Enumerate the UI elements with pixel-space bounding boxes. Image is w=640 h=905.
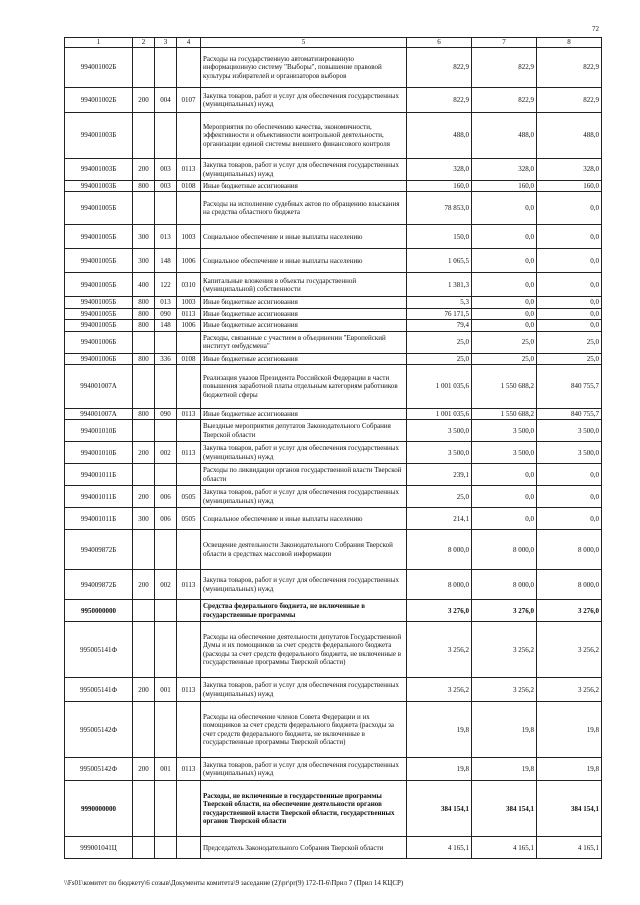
section-code xyxy=(177,622,201,678)
section-code xyxy=(177,192,201,225)
description: Закупка товаров, работ и услуг для обеспечения государственных (муниципальных) нужд xyxy=(201,758,407,781)
amount-col7: 4 165,1 xyxy=(472,837,537,859)
expense-type: 300 xyxy=(133,508,155,530)
expense-type: 800 xyxy=(133,320,155,331)
section-code: 1006 xyxy=(177,249,201,273)
amount-col8: 3 276,0 xyxy=(537,600,602,622)
amount-col7: 822,9 xyxy=(472,48,537,88)
expense-type: 800 xyxy=(133,408,155,419)
amount-col8: 384 154,1 xyxy=(537,781,602,837)
department-code xyxy=(155,781,177,837)
amount-col6: 25,0 xyxy=(407,331,472,353)
expense-type xyxy=(133,331,155,353)
budget-code: 994001011Б xyxy=(65,464,133,486)
description: Социальное обеспечение и иные выплаты населению xyxy=(201,249,407,273)
amount-col8: 0,0 xyxy=(537,320,602,331)
section-code: 1003 xyxy=(177,225,201,249)
budget-code: 994009872Б xyxy=(65,570,133,600)
amount-col8: 488,0 xyxy=(537,113,602,159)
budget-code: 995005141Ф xyxy=(65,622,133,678)
expense-type: 800 xyxy=(133,308,155,319)
budget-code: 995005142Ф xyxy=(65,702,133,758)
department-code: 013 xyxy=(155,225,177,249)
table-row xyxy=(65,408,602,419)
department-code xyxy=(155,600,177,622)
description: Закупка товаров, работ и услуг для обеспечения государственных (муниципальных) нужд xyxy=(201,88,407,113)
table-row xyxy=(65,113,602,159)
expense-type: 400 xyxy=(133,273,155,297)
budget-code: 994001005Б xyxy=(65,320,133,331)
budget-code: 995005141Ф xyxy=(65,678,133,702)
budget-code: 994001011Б xyxy=(65,508,133,530)
expense-type: 200 xyxy=(133,570,155,600)
budget-code: 994001005Б xyxy=(65,192,133,225)
budget-code: 994001005Б xyxy=(65,225,133,249)
column-header: 3 xyxy=(155,38,177,48)
section-code xyxy=(177,464,201,486)
amount-col7: 1 550 688,2 xyxy=(472,408,537,419)
department-code: 090 xyxy=(155,408,177,419)
amount-col6: 150,0 xyxy=(407,225,472,249)
department-code: 004 xyxy=(155,88,177,113)
department-code: 003 xyxy=(155,159,177,181)
expense-type xyxy=(133,837,155,859)
description: Расходы на государственную автоматизированную информационную систему "Выборы", повышение правовой культуры избирателей и организаторов выборов xyxy=(201,48,407,88)
table-row xyxy=(65,622,602,678)
table-row xyxy=(65,249,602,273)
amount-col6: 76 171,5 xyxy=(407,308,472,319)
description: Расходы на обеспечение деятельности депутатов Государственной Думы и их помощников за счет средств федерального бюджета (расходы за счет средств федерального бюджета, не включенные в государственные программы Тверской области) xyxy=(201,622,407,678)
budget-code: 994009872Б xyxy=(65,530,133,570)
amount-col7: 3 500,0 xyxy=(472,442,537,464)
amount-col8: 19,8 xyxy=(537,702,602,758)
amount-col6: 25,0 xyxy=(407,353,472,364)
department-code xyxy=(155,113,177,159)
amount-col7: 25,0 xyxy=(472,353,537,364)
amount-col8: 0,0 xyxy=(537,225,602,249)
amount-col6: 160,0 xyxy=(407,181,472,192)
table-row xyxy=(65,678,602,702)
amount-col8: 0,0 xyxy=(537,273,602,297)
amount-col7: 19,8 xyxy=(472,758,537,781)
table-row xyxy=(65,420,602,442)
budget-code: 994001003Б xyxy=(65,113,133,159)
table-row xyxy=(65,297,602,308)
description: Закупка товаров, работ и услуг для обеспечения государственных (муниципальных) нужд xyxy=(201,442,407,464)
table-row xyxy=(65,758,602,781)
expense-type: 300 xyxy=(133,225,155,249)
amount-col7: 3 500,0 xyxy=(472,420,537,442)
budget-table xyxy=(64,37,602,859)
description: Капитальные вложения в объекты государственной (муниципальной) собственности xyxy=(201,273,407,297)
department-code: 090 xyxy=(155,308,177,319)
amount-col7: 0,0 xyxy=(472,486,537,508)
expense-type: 800 xyxy=(133,297,155,308)
expense-type xyxy=(133,113,155,159)
amount-col8: 0,0 xyxy=(537,297,602,308)
column-header: 6 xyxy=(407,38,472,48)
table-row xyxy=(65,48,602,88)
amount-col8: 0,0 xyxy=(537,464,602,486)
amount-col8: 0,0 xyxy=(537,486,602,508)
budget-code: 994001005Б xyxy=(65,249,133,273)
budget-code: 994001007А xyxy=(65,364,133,408)
section-code: 0113 xyxy=(177,570,201,600)
budget-code: 994001010Б xyxy=(65,442,133,464)
description: Средства федерального бюджета, не включенные в государственные программы xyxy=(201,600,407,622)
amount-col7: 8 000,0 xyxy=(472,530,537,570)
amount-col7: 3 256,2 xyxy=(472,678,537,702)
budget-code: 994001007А xyxy=(65,408,133,419)
expense-type xyxy=(133,622,155,678)
expense-type xyxy=(133,600,155,622)
amount-col6: 239,1 xyxy=(407,464,472,486)
description: Расходы, не включенные в государственные программы Тверской области, на обеспечение деятельности органов государственной власти Тверской области, государственных органов Тверской области xyxy=(201,781,407,837)
section-code xyxy=(177,364,201,408)
department-code: 001 xyxy=(155,678,177,702)
description: Социальное обеспечение и иные выплаты населению xyxy=(201,508,407,530)
department-code: 006 xyxy=(155,508,177,530)
budget-code: 999001041Ц xyxy=(65,837,133,859)
amount-col8: 3 256,2 xyxy=(537,622,602,678)
amount-col6: 8 000,0 xyxy=(407,530,472,570)
amount-col7: 0,0 xyxy=(472,273,537,297)
amount-col7: 0,0 xyxy=(472,320,537,331)
description: Председатель Законодательного Собрания Тверской области xyxy=(201,837,407,859)
expense-type: 200 xyxy=(133,88,155,113)
section-code xyxy=(177,702,201,758)
table-row xyxy=(65,192,602,225)
amount-col8: 0,0 xyxy=(537,192,602,225)
column-header: 8 xyxy=(537,38,602,48)
description: Иные бюджетные ассигнования xyxy=(201,181,407,192)
description: Расходы на обеспечение членов Совета Федерации и их помощников за счет средств федерального бюджета (расходы за счет средств федерального бюджета, не включенные в государственные программы Тверской области) xyxy=(201,702,407,758)
table-row xyxy=(65,464,602,486)
amount-col6: 78 853,0 xyxy=(407,192,472,225)
page-number: 72 xyxy=(592,25,599,33)
department-code xyxy=(155,530,177,570)
description: Закупка товаров, работ и услуг для обеспечения государственных (муниципальных) нужд xyxy=(201,159,407,181)
budget-code: 994001011Б xyxy=(65,486,133,508)
table-row xyxy=(65,353,602,364)
department-code: 001 xyxy=(155,758,177,781)
description: Иные бюджетные ассигнования xyxy=(201,308,407,319)
amount-col7: 488,0 xyxy=(472,113,537,159)
expense-type xyxy=(133,530,155,570)
section-code: 1006 xyxy=(177,320,201,331)
section-code: 0113 xyxy=(177,678,201,702)
amount-col8: 25,0 xyxy=(537,353,602,364)
amount-col6: 1 065,5 xyxy=(407,249,472,273)
expense-type xyxy=(133,48,155,88)
amount-col6: 5,3 xyxy=(407,297,472,308)
amount-col8: 3 256,2 xyxy=(537,678,602,702)
column-header: 2 xyxy=(133,38,155,48)
department-code xyxy=(155,331,177,353)
description: Расходы на исполнение судебных актов по обращению взыскания на средства областного бюджета xyxy=(201,192,407,225)
department-code: 002 xyxy=(155,570,177,600)
department-code: 003 xyxy=(155,181,177,192)
expense-type: 200 xyxy=(133,442,155,464)
section-code xyxy=(177,600,201,622)
section-code xyxy=(177,420,201,442)
amount-col7: 0,0 xyxy=(472,464,537,486)
expense-type xyxy=(133,702,155,758)
section-code: 0108 xyxy=(177,181,201,192)
amount-col7: 384 154,1 xyxy=(472,781,537,837)
department-code: 148 xyxy=(155,320,177,331)
expense-type: 800 xyxy=(133,181,155,192)
amount-col6: 79,4 xyxy=(407,320,472,331)
description: Реализация указов Президента Российской Федерации в части повышения заработной платы отдельным категориям работников бюджетной сферы xyxy=(201,364,407,408)
amount-col6: 25,0 xyxy=(407,486,472,508)
amount-col6: 822,9 xyxy=(407,88,472,113)
table-row xyxy=(65,159,602,181)
department-code xyxy=(155,48,177,88)
amount-col8: 822,9 xyxy=(537,48,602,88)
department-code: 336 xyxy=(155,353,177,364)
amount-col8: 8 000,0 xyxy=(537,530,602,570)
column-header: 1 xyxy=(65,38,133,48)
section-code: 0113 xyxy=(177,159,201,181)
amount-col7: 822,9 xyxy=(472,88,537,113)
amount-col7: 25,0 xyxy=(472,331,537,353)
amount-col6: 328,0 xyxy=(407,159,472,181)
section-code: 0505 xyxy=(177,508,201,530)
section-code: 0113 xyxy=(177,308,201,319)
expense-type xyxy=(133,420,155,442)
department-code: 006 xyxy=(155,486,177,508)
section-code xyxy=(177,331,201,353)
budget-code: 994001005Б xyxy=(65,297,133,308)
expense-type: 200 xyxy=(133,486,155,508)
table-row xyxy=(65,702,602,758)
description: Расходы, связанные с участием в объединении "Европейский институт омбудсмена" xyxy=(201,331,407,353)
budget-code: 994001006Б xyxy=(65,331,133,353)
description: Мероприятия по обеспечению качества, экономичности, эффективности и объективности контрольной деятельности, организации единой системы внешнего финансового контроля xyxy=(201,113,407,159)
budget-code: 994001005Б xyxy=(65,273,133,297)
table-row xyxy=(65,486,602,508)
amount-col7: 0,0 xyxy=(472,297,537,308)
description: Освещение деятельности Законодательного Собрания Тверской области в средствах массовой информации xyxy=(201,530,407,570)
expense-type xyxy=(133,192,155,225)
amount-col8: 0,0 xyxy=(537,249,602,273)
footer-file-path: \\Fs01\комитет по бюджету\6 созыв\Документы комитета\9 заседание (2)\pr\pr(9) 172-П-6\Прил 7 (Прил 14 КЦСР) xyxy=(64,879,404,887)
department-code xyxy=(155,420,177,442)
amount-col8: 4 165,1 xyxy=(537,837,602,859)
budget-code: 994001002Б xyxy=(65,88,133,113)
section-code xyxy=(177,781,201,837)
amount-col7: 0,0 xyxy=(472,225,537,249)
table-row xyxy=(65,442,602,464)
amount-col8: 0,0 xyxy=(537,508,602,530)
budget-code: 994001010Б xyxy=(65,420,133,442)
amount-col6: 4 165,1 xyxy=(407,837,472,859)
amount-col6: 3 256,2 xyxy=(407,622,472,678)
amount-col8: 3 500,0 xyxy=(537,442,602,464)
table-row xyxy=(65,364,602,408)
table-row xyxy=(65,781,602,837)
amount-col6: 3 256,2 xyxy=(407,678,472,702)
description: Иные бюджетные ассигнования xyxy=(201,320,407,331)
amount-col7: 0,0 xyxy=(472,192,537,225)
amount-col7: 160,0 xyxy=(472,181,537,192)
budget-code: 9990000000 xyxy=(65,781,133,837)
amount-col6: 3 500,0 xyxy=(407,442,472,464)
department-code: 122 xyxy=(155,273,177,297)
department-code: 013 xyxy=(155,297,177,308)
section-code: 0113 xyxy=(177,442,201,464)
amount-col6: 1 001 035,6 xyxy=(407,364,472,408)
department-code xyxy=(155,837,177,859)
amount-col6: 488,0 xyxy=(407,113,472,159)
amount-col7: 3 256,2 xyxy=(472,622,537,678)
section-code: 0113 xyxy=(177,758,201,781)
table-row xyxy=(65,837,602,859)
amount-col8: 840 755,7 xyxy=(537,364,602,408)
amount-col7: 3 276,0 xyxy=(472,600,537,622)
section-code: 0107 xyxy=(177,88,201,113)
amount-col6: 19,8 xyxy=(407,702,472,758)
table-row xyxy=(65,530,602,570)
section-code xyxy=(177,530,201,570)
amount-col8: 822,9 xyxy=(537,88,602,113)
amount-col8: 8 000,0 xyxy=(537,570,602,600)
department-code xyxy=(155,622,177,678)
table-row xyxy=(65,320,602,331)
description: Закупка товаров, работ и услуг для обеспечения государственных (муниципальных) нужд xyxy=(201,570,407,600)
department-code xyxy=(155,364,177,408)
department-code xyxy=(155,192,177,225)
description: Иные бюджетные ассигнования xyxy=(201,353,407,364)
amount-col7: 19,8 xyxy=(472,702,537,758)
amount-col6: 822,9 xyxy=(407,48,472,88)
table-row xyxy=(65,273,602,297)
expense-type xyxy=(133,781,155,837)
budget-code: 994001006Б xyxy=(65,353,133,364)
description: Иные бюджетные ассигнования xyxy=(201,297,407,308)
section-code: 0108 xyxy=(177,353,201,364)
table-row xyxy=(65,181,602,192)
section-code xyxy=(177,48,201,88)
table-row xyxy=(65,88,602,113)
column-header: 7 xyxy=(472,38,537,48)
description: Расходы по ликвидации органов государственной власти Тверской области xyxy=(201,464,407,486)
section-code xyxy=(177,837,201,859)
amount-col6: 1 001 035,6 xyxy=(407,408,472,419)
description: Выездные мероприятия депутатов Законодательного Собрания Тверской области xyxy=(201,420,407,442)
amount-col6: 3 276,0 xyxy=(407,600,472,622)
section-code: 0113 xyxy=(177,408,201,419)
table-row xyxy=(65,331,602,353)
amount-col6: 19,8 xyxy=(407,758,472,781)
amount-col7: 1 550 688,2 xyxy=(472,364,537,408)
amount-col7: 0,0 xyxy=(472,308,537,319)
department-code xyxy=(155,702,177,758)
amount-col6: 1 381,3 xyxy=(407,273,472,297)
department-code xyxy=(155,464,177,486)
budget-code: 994001003Б xyxy=(65,159,133,181)
department-code: 148 xyxy=(155,249,177,273)
amount-col8: 0,0 xyxy=(537,308,602,319)
expense-type xyxy=(133,464,155,486)
section-code xyxy=(177,113,201,159)
amount-col7: 0,0 xyxy=(472,508,537,530)
section-code: 0505 xyxy=(177,486,201,508)
expense-type: 200 xyxy=(133,159,155,181)
amount-col6: 384 154,1 xyxy=(407,781,472,837)
amount-col6: 214,1 xyxy=(407,508,472,530)
amount-col8: 3 500,0 xyxy=(537,420,602,442)
budget-code: 995005142Ф xyxy=(65,758,133,781)
budget-code: 994001002Б xyxy=(65,48,133,88)
column-number-header-row xyxy=(65,38,602,48)
section-code: 1003 xyxy=(177,297,201,308)
amount-col6: 8 000,0 xyxy=(407,570,472,600)
amount-col8: 160,0 xyxy=(537,181,602,192)
budget-code: 994001003Б xyxy=(65,181,133,192)
description: Закупка товаров, работ и услуг для обеспечения государственных (муниципальных) нужд xyxy=(201,678,407,702)
table-row xyxy=(65,308,602,319)
table-row xyxy=(65,600,602,622)
budget-code: 994001005Б xyxy=(65,308,133,319)
amount-col8: 840 755,7 xyxy=(537,408,602,419)
amount-col7: 328,0 xyxy=(472,159,537,181)
column-header: 4 xyxy=(177,38,201,48)
section-code: 0310 xyxy=(177,273,201,297)
budget-code: 9950000000 xyxy=(65,600,133,622)
description: Социальное обеспечение и иные выплаты населению xyxy=(201,225,407,249)
amount-col7: 0,0 xyxy=(472,249,537,273)
table-row xyxy=(65,570,602,600)
description: Закупка товаров, работ и услуг для обеспечения государственных (муниципальных) нужд xyxy=(201,486,407,508)
amount-col8: 25,0 xyxy=(537,331,602,353)
department-code: 002 xyxy=(155,442,177,464)
amount-col7: 8 000,0 xyxy=(472,570,537,600)
amount-col8: 19,8 xyxy=(537,758,602,781)
column-header: 5 xyxy=(201,38,407,48)
expense-type: 800 xyxy=(133,353,155,364)
expense-type: 300 xyxy=(133,249,155,273)
expense-type: 200 xyxy=(133,678,155,702)
amount-col6: 3 500,0 xyxy=(407,420,472,442)
table-row xyxy=(65,225,602,249)
expense-type: 200 xyxy=(133,758,155,781)
table-row xyxy=(65,508,602,530)
expense-type xyxy=(133,364,155,408)
description: Иные бюджетные ассигнования xyxy=(201,408,407,419)
amount-col8: 328,0 xyxy=(537,159,602,181)
